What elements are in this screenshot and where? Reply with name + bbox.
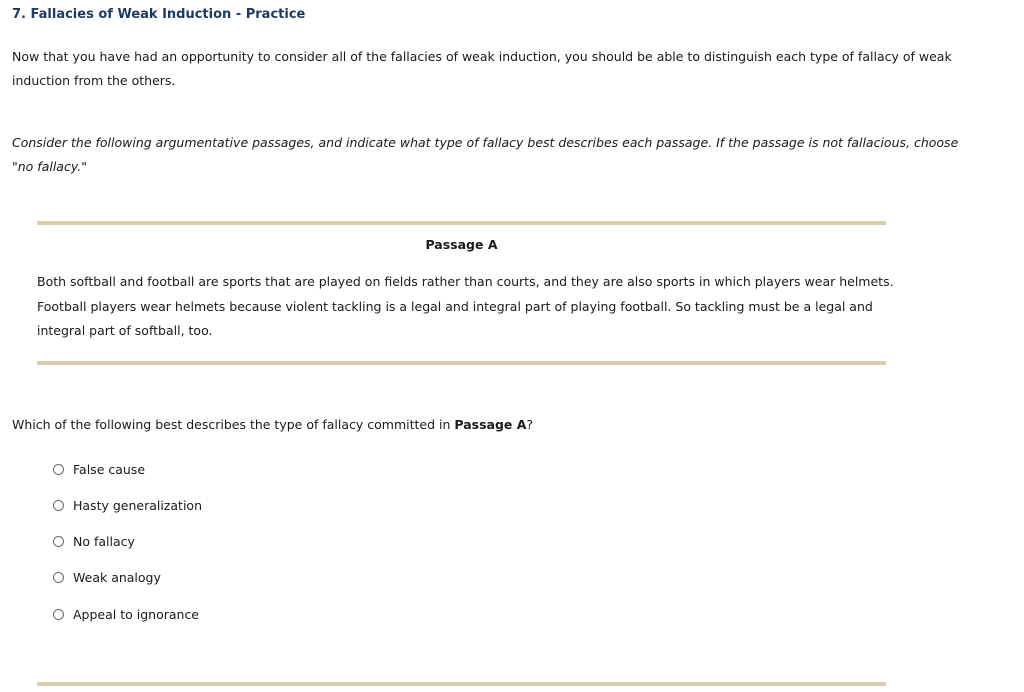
option-appeal-to-ignorance[interactable] — [53, 605, 202, 623]
option-hasty-generalization[interactable] — [53, 496, 202, 514]
radio-button-icon[interactable] — [53, 572, 64, 583]
option-false-cause[interactable] — [53, 460, 202, 478]
option-label[interactable]: Appeal to ignorance — [73, 606, 200, 622]
radio-button-icon[interactable] — [53, 609, 64, 620]
instruction-text: Consider the following argumentative passages, and indicate what type of fallacy best describes each passage. If the passage is not fallacious, choose "no fallacy." — [12, 135, 959, 174]
option-label[interactable]: No fallacy — [73, 534, 135, 550]
question-text — [12, 417, 533, 432]
radio-button-icon[interactable] — [53, 464, 64, 475]
intro-text: Now that you have had an opportunity to consider all of the fallacies of weak induction, you should be able to distinguish each type of fallacy of weak induction from the others. — [12, 49, 952, 88]
passage-divider-top — [37, 221, 886, 225]
page-title: 7. Fallacies of Weak Induction - Practice — [12, 7, 306, 22]
option-label[interactable]: False cause — [73, 461, 146, 477]
option-label[interactable]: Weak analogy — [73, 570, 161, 586]
radio-button-icon[interactable] — [53, 536, 64, 547]
answer-options — [53, 460, 202, 641]
option-label[interactable]: Hasty generalization — [73, 497, 202, 513]
question-emphasis: Passage A — [454, 417, 527, 432]
passage-title: Passage A — [425, 237, 498, 252]
question-prefix: Which of the following best describes the type of fallacy committed in — [12, 417, 455, 432]
question-suffix: ? — [526, 417, 534, 432]
passage-divider-bottom — [37, 361, 886, 365]
option-weak-analogy[interactable] — [53, 569, 202, 587]
section-divider-bottom — [37, 682, 886, 686]
passage-text: Both softball and football are sports that are played on fields rather than courts, and they are also sports in which players wear helmets. Football players wear helmets because violent tackling is a legal and integral part of playing football. So tackling must be a legal and integral part of softball, too. — [37, 274, 894, 338]
option-no-fallacy[interactable] — [53, 533, 202, 551]
radio-button-icon[interactable] — [53, 500, 64, 511]
